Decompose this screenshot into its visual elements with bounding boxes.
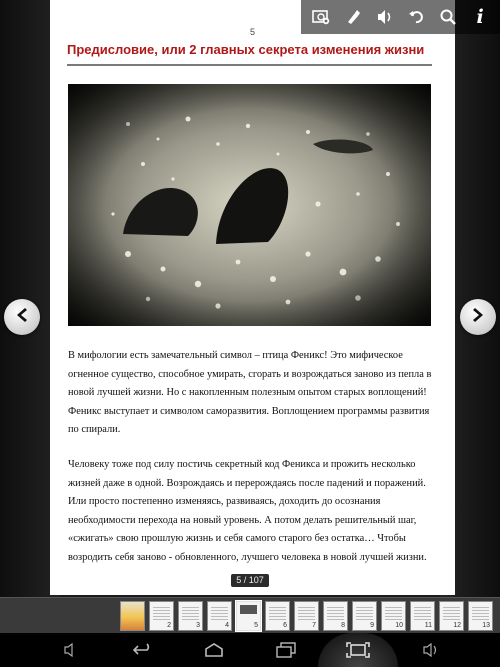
gallery-button[interactable] (310, 6, 332, 28)
back-button[interactable] (125, 633, 161, 667)
thumbnail-page-10[interactable]: 10 (381, 601, 406, 631)
thumbnail-page-2[interactable]: 2 (149, 601, 174, 631)
chapter-photo (68, 84, 431, 326)
pen-button[interactable] (342, 6, 364, 28)
previous-page-button[interactable] (4, 299, 40, 335)
title-divider (67, 64, 432, 66)
home-icon (203, 643, 225, 657)
thumbnail-page-3[interactable]: 3 (178, 601, 203, 631)
undo-icon (407, 8, 425, 26)
pen-icon (344, 8, 362, 26)
volume-icon (376, 9, 394, 25)
paragraph-1: В мифологии есть замечательный символ – птица Феникс! Это мифическое огненное существо, способное умирать, сгорать и возрождаться заново из пепла в новой лучшей жизни. Но с накопленным полезным опытом старых воплощений! Феникс выступает и символом саморазвития. Воплощением программы развития по спирали. (68, 350, 432, 435)
gallery-icon (312, 9, 330, 25)
thumbnail-page-12[interactable]: 12 (439, 601, 464, 631)
chevron-right-icon (469, 306, 487, 329)
page-indicator: 5 / 107 (231, 574, 269, 587)
search-icon (439, 8, 457, 26)
screenshot-button[interactable] (340, 633, 376, 667)
speaker-high-icon (422, 643, 440, 657)
thumbnail-page-11[interactable]: 11 (410, 601, 435, 631)
volume-up-button[interactable] (416, 633, 446, 667)
recent-apps-icon (275, 642, 297, 658)
thumbnail-page-7[interactable]: 7 (294, 601, 319, 631)
speaker-low-icon (63, 643, 79, 657)
page-number: 5 (249, 27, 255, 37)
thumbnail-page-5[interactable]: 5 (236, 601, 261, 631)
system-navigation-bar (0, 633, 500, 667)
thumbnail-page-9[interactable]: 9 (352, 601, 377, 631)
paragraph-2: Человеку тоже под силу постичь секретный код Феникса и прожить несколько жизней даже в одной. Возрождаясь и перерождаясь после падений и поражений. Или просто постепенно изменяясь, развиваясь, доходить до осознания необходимости перехода на новый уровень. А потом делать решительный шаг, «сжигать» свою прошлую жизнь и себя самого старого без остатка… Чтобы возродить себя заново - обновленного, лучшего человека в новой лучшей жизни. (68, 459, 427, 563)
back-arrow-icon (132, 643, 154, 657)
thumbnail-page-1[interactable] (120, 601, 145, 631)
home-button[interactable] (196, 633, 232, 667)
info-button[interactable] (469, 6, 491, 28)
screenshot-icon (346, 642, 370, 658)
reader-toolbar (301, 0, 500, 34)
thumbnail-page-4[interactable]: 4 (207, 601, 232, 631)
thumbnail-page-6[interactable]: 6 (265, 601, 290, 631)
thumbnail-page-13[interactable]: 13 (468, 601, 493, 631)
thumbnail-page-8[interactable]: 8 (323, 601, 348, 631)
volume-down-button[interactable] (56, 633, 86, 667)
chevron-left-icon (13, 306, 31, 329)
info-icon: i (476, 6, 484, 28)
chapter-title: Предисловие, или 2 главных секрета изменения жизни (67, 42, 425, 57)
next-page-button[interactable] (460, 299, 496, 335)
recent-apps-button[interactable] (268, 633, 304, 667)
undo-button[interactable] (405, 6, 427, 28)
volume-button[interactable] (374, 6, 396, 28)
page-thumbnail-strip (0, 597, 500, 634)
search-button[interactable] (437, 6, 459, 28)
book-page[interactable] (50, 0, 455, 595)
